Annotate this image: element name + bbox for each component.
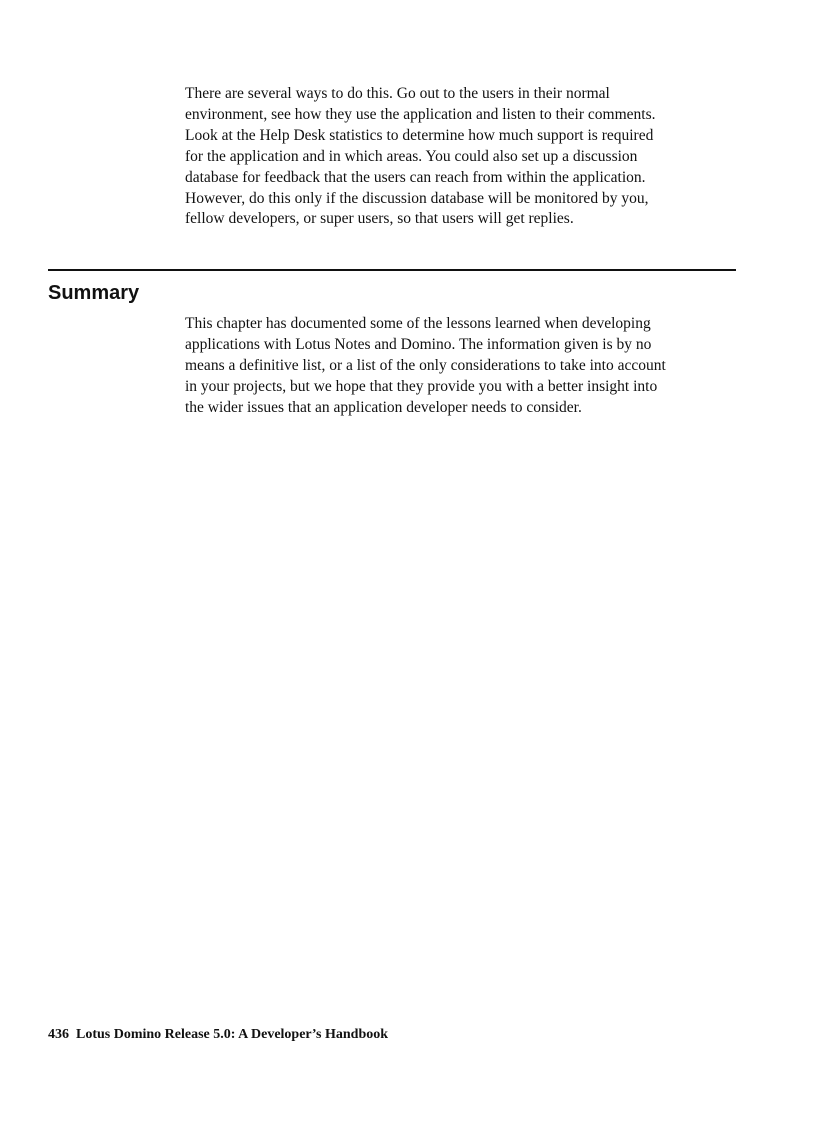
summary-line: means a definitive list, or a list of the only considerations to take into account — [185, 356, 666, 374]
intro-line: However, do this only if the discussion database will be monitored by you, — [185, 189, 649, 207]
page-footer — [48, 1026, 388, 1044]
intro-line: environment, see how they use the application and listen to their comments. — [185, 105, 656, 123]
intro-line: There are several ways to do this. Go out to the users in their normal — [185, 85, 610, 102]
section-divider — [48, 269, 736, 271]
page-number: 436 — [48, 1027, 69, 1042]
intro-line: database for feedback that the users can reach from within the application. — [185, 168, 646, 186]
summary-paragraph — [185, 314, 740, 419]
intro-line: fellow developers, or super users, so that users will get replies. — [185, 210, 574, 228]
intro-line: for the application and in which areas. You could also set up a discussion — [185, 147, 638, 165]
summary-line: in your projects, but we hope that they provide you with a better insight into — [185, 377, 658, 395]
section-heading-summary: Summary — [48, 282, 140, 304]
book-title: Lotus Domino Release 5.0: A Developer’s Handbook — [76, 1027, 389, 1042]
intro-paragraph — [185, 84, 740, 230]
intro-line: Look at the Help Desk statistics to determine how much support is required — [185, 126, 654, 144]
summary-line: This chapter has documented some of the lessons learned when developing — [185, 315, 651, 332]
summary-line: the wider issues that an application developer needs to consider. — [185, 398, 582, 416]
summary-line: applications with Lotus Notes and Domino. The information given is by no — [185, 335, 652, 353]
